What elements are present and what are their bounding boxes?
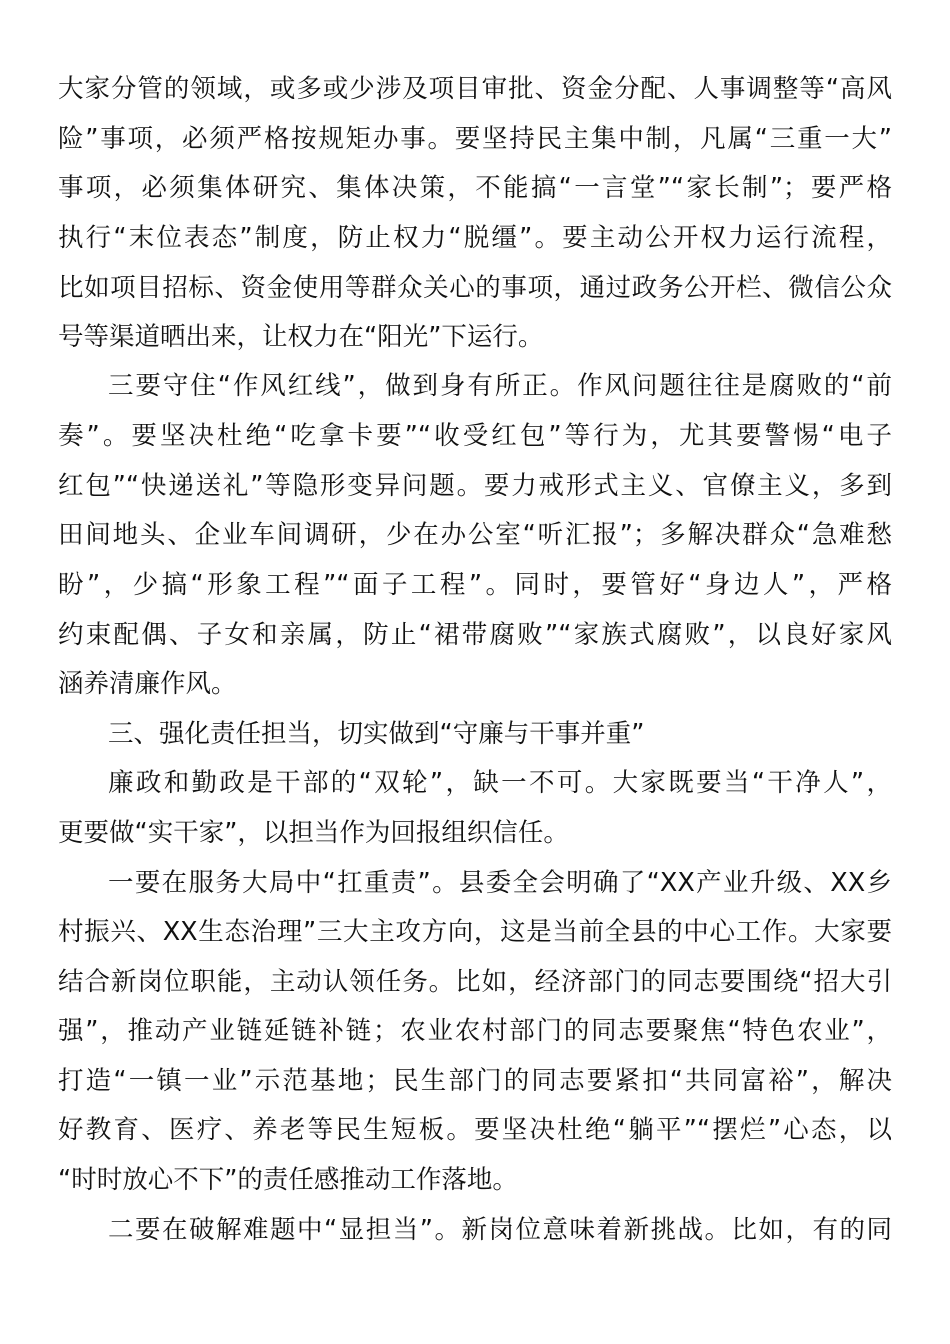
- text-line: 涵养清廉作风。: [58, 669, 237, 699]
- text-line: “时时放心不下”的责任感推动工作落地。: [58, 1165, 518, 1195]
- text-line: 奏”。要坚决杜绝“吃拿卡要”“收受红包”等行为，尤其要警惕“电子: [58, 421, 892, 451]
- text-line: 约束配偶、子女和亲属，防止“裙带腐败”“家族式腐败”，以良好家风: [58, 620, 892, 650]
- text-line: 比如项目招标、资金使用等群众关心的事项，通过政务公开栏、微信公众: [58, 273, 892, 303]
- paragraph-first-line: 二要在破解难题中“显担当”。新岗位意味着新挑战。比如，有的同: [108, 1215, 892, 1245]
- paragraph-first-line: 廉政和勤政是干部的“双轮”，缺一不可。大家既要当“干净人”，: [108, 768, 892, 798]
- text-line: 执行“末位表态”制度，防止权力“脱缰”。要主动公开权力运行流程，: [58, 223, 892, 253]
- text-line: 大家分管的领域，或多或少涉及项目审批、资金分配、人事调整等“高风: [58, 74, 892, 104]
- text-line: 强”，推动产业链延链补链；农业农村部门的同志要聚焦“特色农业”，: [58, 1016, 892, 1046]
- text-line: 更要做“实干家”，以担当作为回报组织信任。: [58, 818, 569, 848]
- text-line: 险”事项，必须严格按规矩办事。要坚持民主集中制，凡属“三重一大”: [58, 124, 892, 154]
- paragraph-first-line: 三要守住“作风红线”，做到身有所正。作风问题往往是腐败的“前: [108, 371, 892, 401]
- text-line: 号等渠道晒出来，让权力在“阳光”下运行。: [58, 322, 544, 352]
- text-line: 村振兴、XX生态治理”三大主攻方向，这是当前全县的中心工作。大家要: [58, 917, 892, 947]
- text-line: 盼”，少搞“形象工程”“面子工程”。同时，要管好“身边人”，严格: [58, 570, 892, 600]
- section-heading: 三、强化责任担当，切实做到“守廉与干事并重”: [108, 719, 645, 749]
- text-line: 红包”“快递送礼”等隐形变异问题。要力戒形式主义、官僚主义，多到: [58, 471, 892, 501]
- text-line: 好教育、医疗、养老等民生短板。要坚决杜绝“躺平”“摆烂”心态，以: [58, 1115, 892, 1145]
- text-line: 打造“一镇一业”示范基地；民生部门的同志要紧扣“共同富裕”，解决: [58, 1066, 892, 1096]
- text-line: 田间地头、企业车间调研，少在办公室“听汇报”；多解决群众“急难愁: [58, 520, 892, 550]
- paragraph-first-line: 一要在服务大局中“扛重责”。县委全会明确了“XX产业升级、XX乡: [108, 868, 892, 898]
- text-line: 事项，必须集体研究、集体决策，不能搞“一言堂”“家长制”；要严格: [58, 173, 892, 203]
- text-line: 结合新岗位职能，主动认领任务。比如，经济部门的同志要围绕“招大引: [58, 967, 892, 997]
